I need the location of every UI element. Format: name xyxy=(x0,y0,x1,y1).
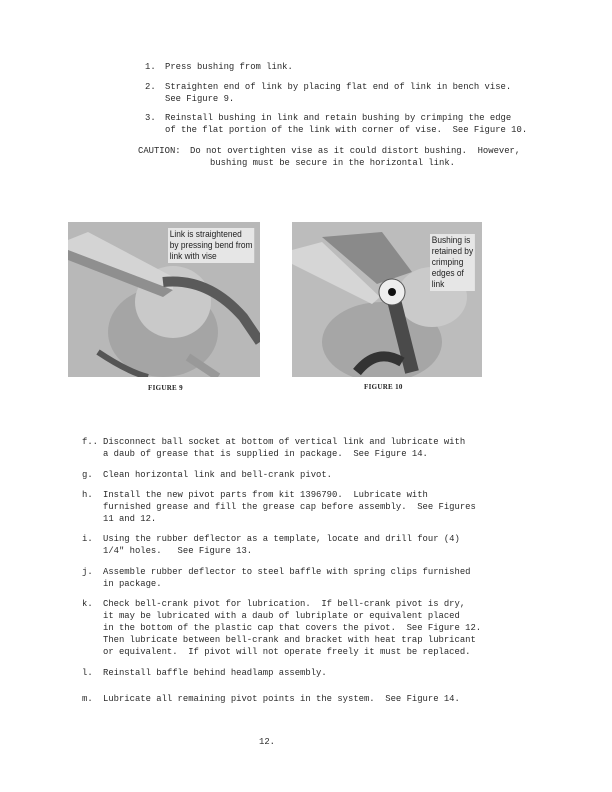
item-m-text: Lubricate all remaining pivot points in the system. See Figure 14. xyxy=(103,694,460,704)
caution-text: bushing must be secure in the horizontal link. xyxy=(210,158,455,168)
figure-10-photo xyxy=(292,222,482,377)
page-number: 12. xyxy=(259,737,275,747)
figure-10-callout: Bushing is retained by crimping edges of link xyxy=(431,235,474,290)
item-i-text: 1/4" holes. See Figure 13. xyxy=(103,546,253,556)
item-k-text: it may be lubricated with a daub of lubriplate or equivalent placed xyxy=(103,611,460,621)
item-g-letter: g. xyxy=(82,470,93,480)
item-h-text: Install the new pivot parts from kit 1396790. Lubricate with xyxy=(103,490,428,500)
item-h-letter: h. xyxy=(82,490,93,500)
step-3-number: 3. xyxy=(145,113,156,123)
step-1-number: 1. xyxy=(145,62,156,72)
step-2-text: See Figure 9. xyxy=(165,94,235,104)
caution-text: Do not overtighten vise as it could distort bushing. However, xyxy=(190,146,521,156)
item-f-text: Disconnect ball socket at bottom of vertical link and lubricate with xyxy=(103,437,466,447)
item-k-text: Then lubricate between bell-crank and bracket with heat trap lubricant xyxy=(103,635,476,645)
item-k-text: in the bottom of the plastic cap that covers the pivot. See Figure 12. xyxy=(103,623,482,633)
figure-9-photo xyxy=(68,222,260,377)
item-j-letter: j. xyxy=(82,567,93,577)
figure-9-callout: Link is straightened by pressing bend from link with vise xyxy=(169,229,253,262)
step-2-number: 2. xyxy=(145,82,156,92)
item-k-letter: k. xyxy=(82,599,93,609)
item-i-text: Using the rubber deflector as a template, locate and drill four (4) xyxy=(103,534,460,544)
item-h-text: furnished grease and fill the grease cap before assembly. See Figures xyxy=(103,502,476,512)
step-3-text: Reinstall bushing in link and retain bushing by crimping the edge xyxy=(165,113,512,123)
item-h-text: 11 and 12. xyxy=(103,514,157,524)
item-k-text: or equivalent. If pivot will not operate freely it must be replaced. xyxy=(103,647,471,657)
figure-9-caption: FIGURE 9 xyxy=(148,384,183,392)
step-2-text: Straighten end of link by placing flat end of link in bench vise. xyxy=(165,82,512,92)
step-3-text: of the flat portion of the link with corner of vise. See Figure 10. xyxy=(165,125,528,135)
item-i-letter: i. xyxy=(82,534,93,544)
caution-label: CAUTION: xyxy=(138,146,181,156)
item-f-letter: f.. xyxy=(82,437,98,447)
item-l-letter: l. xyxy=(82,668,93,678)
item-g-text: Clean horizontal link and bell-crank pivot. xyxy=(103,470,333,480)
item-m-letter: m. xyxy=(82,694,93,704)
item-j-text: Assemble rubber deflector to steel baffle with spring clips furnished xyxy=(103,567,471,577)
item-j-text: in package. xyxy=(103,579,162,589)
step-1-text: Press bushing from link. xyxy=(165,62,293,72)
item-k-text: Check bell-crank pivot for lubrication. If bell-crank pivot is dry, xyxy=(103,599,466,609)
figure-10-caption: FIGURE 10 xyxy=(364,383,403,391)
item-f-text: a daub of grease that is supplied in package. See Figure 14. xyxy=(103,449,428,459)
item-l-text: Reinstall baffle behind headlamp assembly. xyxy=(103,668,327,678)
